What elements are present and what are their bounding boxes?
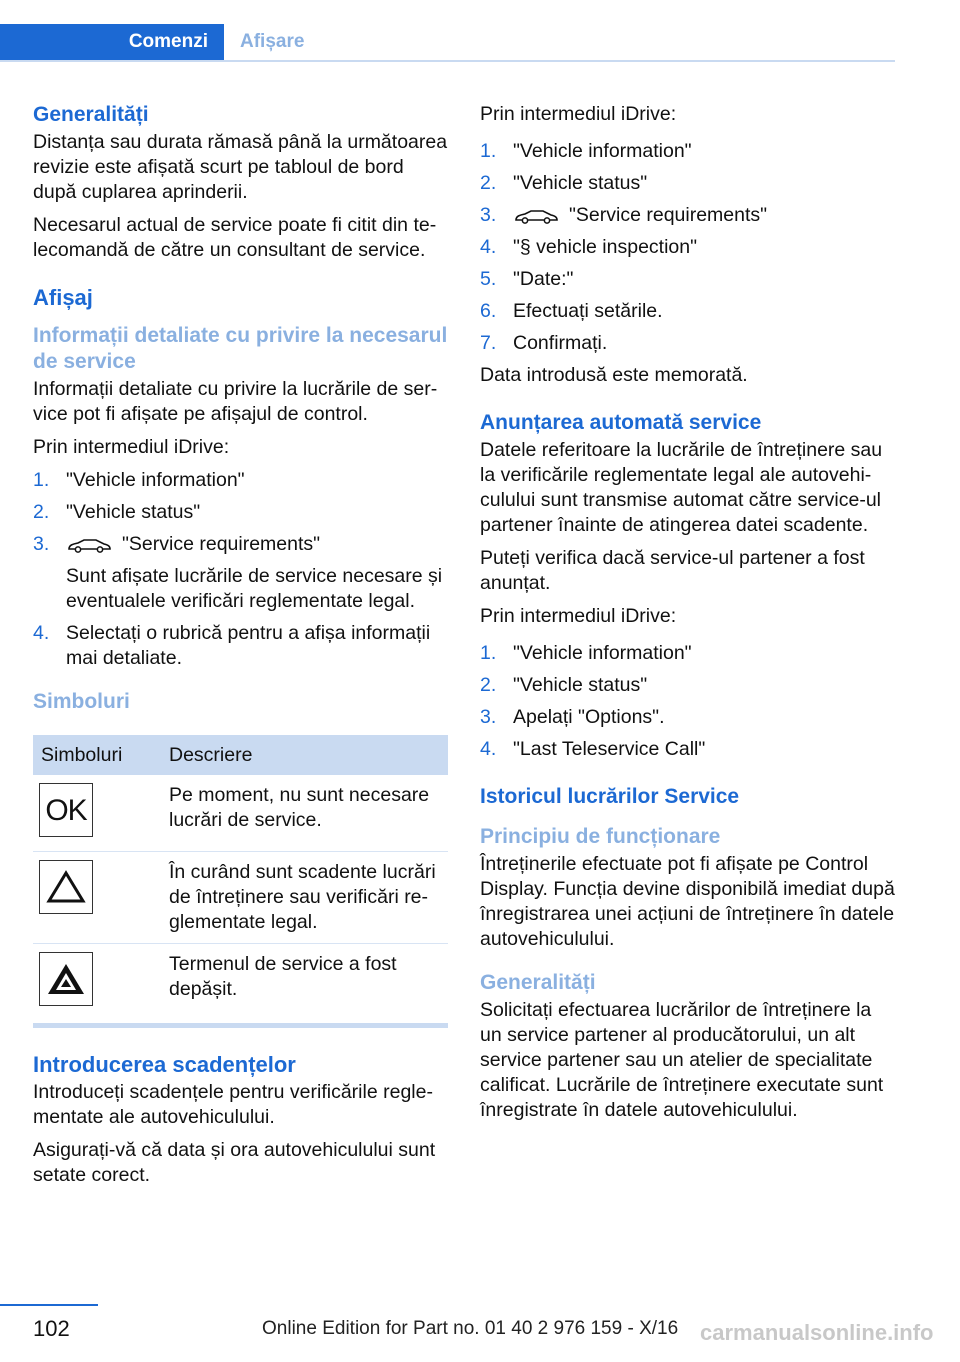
- step-text: "Date:": [513, 268, 574, 290]
- warning-triangle-icon: [39, 860, 93, 914]
- step-text: "Vehicle information": [66, 469, 245, 491]
- paragraph: Puteți verifica dacă service-ul partener a fost anunțat.: [480, 547, 865, 594]
- overdue-triangle-icon: [39, 952, 93, 1006]
- paragraph: Solicitați efectuarea lucrărilor de întreținere la un service partener al producătorului, un alt service partener sau un atelier de specialitate calificat. Lucrările de întreținere executate sunt înregistrate în datele autovehiculului.: [480, 999, 884, 1121]
- step-text: Confirmați.: [513, 332, 608, 354]
- steps-list: [480, 641, 895, 762]
- paragraph: Prin intermediul iDrive:: [480, 605, 677, 627]
- list-item: [33, 500, 448, 525]
- description-cell: Pe moment, nu sunt necesare lucrări de service.: [161, 775, 448, 851]
- heading-introducerea-scadentelor: Introducerea scadențelor: [33, 1052, 296, 1077]
- paragraph: Introduceți scadențele pentru verificările regle‐mentate ale autovehiculului.: [33, 1081, 433, 1128]
- symbol-cell: [33, 943, 161, 1017]
- step-number: 4.: [480, 738, 497, 760]
- list-item: [480, 139, 895, 164]
- symbol-cell: [33, 851, 161, 943]
- step-number: 3.: [33, 533, 50, 555]
- paragraph: Prin intermediul iDrive:: [480, 103, 677, 125]
- right-column: [480, 102, 895, 1131]
- ok-icon: [39, 783, 93, 837]
- step-number: 3.: [480, 204, 497, 226]
- step-number: 1.: [480, 140, 497, 162]
- paragraph: Distanța sau durata rămasă până la următoarea revizie este afișată scurt pe tabloul de bord după cuplarea aprinderii.: [33, 131, 448, 203]
- step-number: 3.: [480, 706, 497, 728]
- step-number: 1.: [33, 469, 50, 491]
- paragraph: Necesarul actual de service poate fi citit din te‐lecomandă de către un consultant de service.: [33, 214, 437, 261]
- list-item: [480, 331, 895, 356]
- watermark: carmanualsonline.info: [700, 1320, 934, 1345]
- paragraph: Datele referitoare la lucrările de întreținere sau la verificările reglementate legal ale autovehi‐culului sunt transmise automat către service-ul partener înainte de atingerea datei scadente.: [480, 439, 883, 536]
- tab-afisare[interactable]: Afișare: [240, 31, 305, 52]
- table-row: [33, 775, 448, 851]
- heading-afisaj: Afișaj: [33, 285, 93, 310]
- paragraph: Întreținerile efectuate pot fi afișate pe Control Display. Funcția devine disponibilă imediat după înregistrarea unei acțiuni de întreținere în datele autovehiculului.: [480, 853, 895, 950]
- step-text: "Vehicle status": [513, 172, 648, 194]
- table-row: [33, 851, 448, 943]
- step-number: 4.: [33, 622, 50, 644]
- steps-list: [480, 139, 895, 356]
- description-cell: Termenul de service a fost depășit.: [169, 952, 397, 1000]
- symbols-table: [33, 735, 448, 1017]
- car-icon: [513, 208, 559, 224]
- list-item: [480, 171, 895, 196]
- step-subtext: Sunt afișate lucrările de service necesare și eventualele verificări reglementate legal.: [66, 565, 443, 612]
- list-item: [480, 673, 895, 698]
- table-row: [33, 943, 448, 1017]
- list-item: [33, 468, 448, 493]
- step-number: 6.: [480, 300, 497, 322]
- page-number: 102: [33, 1316, 70, 1341]
- step-text: "Vehicle status": [66, 501, 201, 523]
- tab-comenzi[interactable]: Comenzi: [0, 24, 224, 60]
- list-item: [480, 737, 895, 762]
- step-text: Efectuați setările.: [513, 300, 663, 322]
- list-item: [480, 705, 895, 730]
- heading-istoricul-lucrarilor: Istoricul lucrărilor Service: [480, 785, 740, 808]
- list-item: [33, 532, 448, 614]
- step-number: 1.: [480, 642, 497, 664]
- list-item: [480, 235, 895, 260]
- symbol-cell: [33, 775, 161, 851]
- heading-anuntarea-automata: Anunțarea automată service: [480, 411, 762, 434]
- left-column: [33, 102, 448, 1196]
- list-item: [33, 621, 448, 671]
- step-text: Apelați "Options".: [513, 706, 665, 728]
- tab-bar-divider: [0, 60, 895, 62]
- table-bottom-rule: [33, 1023, 448, 1028]
- step-text: "Vehicle information": [513, 140, 692, 162]
- heading-informatii-detaliate: Informații detaliate cu privire la necesarul de service: [33, 324, 448, 373]
- step-text: "Vehicle status": [513, 674, 648, 696]
- car-icon: [66, 537, 112, 553]
- step-text: "Service requirements": [122, 533, 321, 555]
- step-text: "Vehicle information": [513, 642, 692, 664]
- list-item: [480, 203, 895, 228]
- column-header-description: Descriere: [161, 735, 448, 775]
- heading-generalitati: Generalități: [33, 103, 149, 126]
- step-text: "Service requirements": [569, 204, 768, 226]
- step-number: 2.: [480, 674, 497, 696]
- step-text: "Last Teleservice Call": [513, 738, 706, 760]
- step-number: 7.: [480, 332, 497, 354]
- step-number: 5.: [480, 268, 497, 290]
- list-item: [480, 299, 895, 324]
- heading-simboluri: Simboluri: [33, 690, 130, 713]
- step-text: "§ vehicle inspection": [513, 236, 698, 258]
- list-item: [480, 267, 895, 292]
- paragraph: Prin intermediul iDrive:: [33, 436, 230, 458]
- step-number: 4.: [480, 236, 497, 258]
- description-cell: În curând sunt scadente lucrări de întreținere sau verificări re‐glementate legal.: [161, 851, 448, 943]
- table-header-row: [33, 735, 448, 775]
- edition-text: Online Edition for Part no. 01 40 2 976 159 - X/16: [262, 1318, 679, 1339]
- column-header-symbols: Simboluri: [33, 735, 161, 775]
- heading-principiu: Principiu de funcționare: [480, 825, 721, 848]
- paragraph: Data introdusă este memorată.: [480, 364, 748, 386]
- ok-label: OK: [45, 793, 87, 827]
- footer-rule: [0, 1304, 98, 1306]
- step-text: Selectați o rubrică pentru a afișa informații mai detaliate.: [66, 622, 431, 669]
- steps-list: [33, 468, 448, 671]
- heading-generalitati-right: Generalități: [480, 971, 596, 994]
- step-number: 2.: [33, 501, 50, 523]
- list-item: [480, 641, 895, 666]
- paragraph: Asigurați-vă că data și ora autovehiculului sunt setate corect.: [33, 1139, 436, 1186]
- step-number: 2.: [480, 172, 497, 194]
- top-tab-bar: [0, 24, 895, 62]
- paragraph: Informații detaliate cu privire la lucrările de ser‐vice pot fi afișate pe afișajul de control.: [33, 378, 438, 425]
